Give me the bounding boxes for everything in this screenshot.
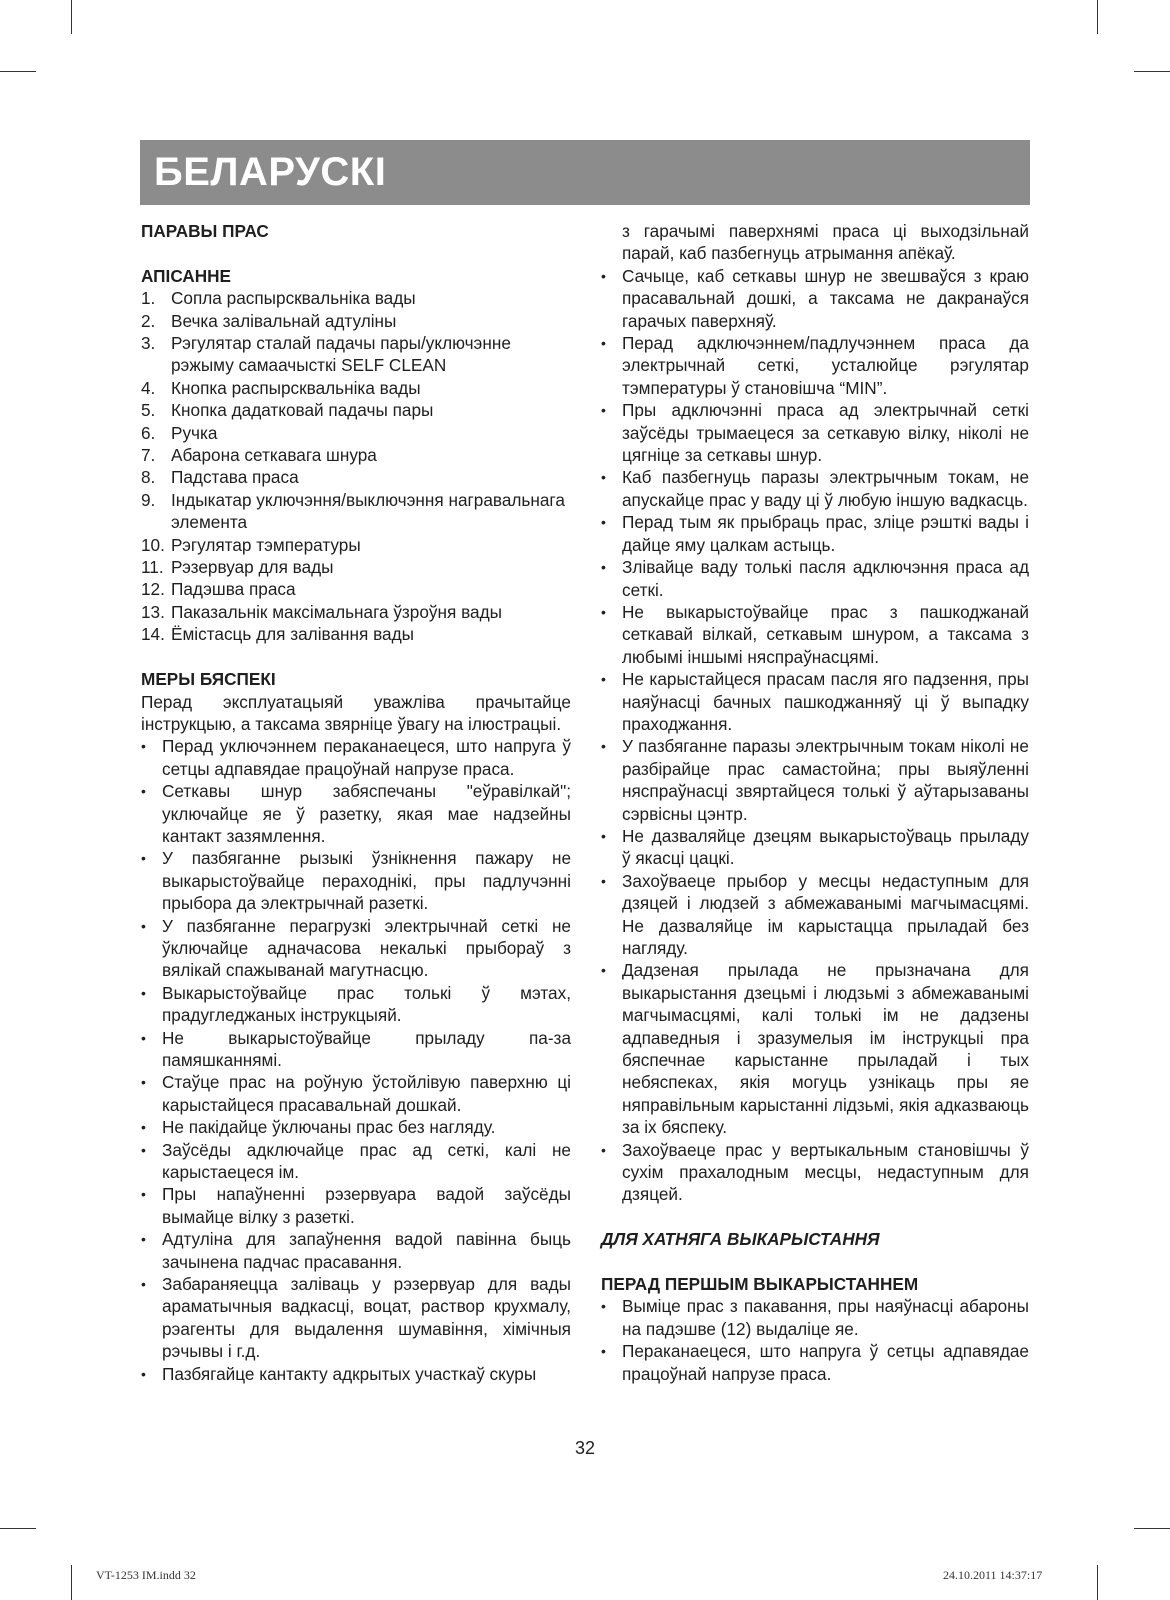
item-number: 4. xyxy=(141,377,156,398)
item-text: Пераканаецеся, што напруга ў сетцы адпавядае працоўнай напрузе праса. xyxy=(622,1341,1029,1384)
item-text: Каб пазбегнуць паразы электрычным токам, не апускайце прас у ваду ці ў любую іншую вадкасць. xyxy=(622,467,1029,510)
item-text: Рэгулятар тэмпературы xyxy=(171,534,361,555)
item-text: Выміце прас з пакавання, пры наяўнасці абароны на падэшве (12) выдаліце яе. xyxy=(622,1296,1029,1339)
item-text: У пазбяганне перагрузкі электрычнай сеткі не ўключайце адначасова некалькі прыбораў з вялікай спажыванай магутнасцю. xyxy=(162,915,571,981)
list-item xyxy=(141,1139,571,1184)
list-item xyxy=(141,377,571,399)
item-text: Злівайце ваду толькі пасля адключэння праса ад сеткі. xyxy=(622,557,1029,600)
list-item xyxy=(601,1295,1029,1340)
item-text: Не выкарыстоўвайце прыладу па-за памяшканнямі. xyxy=(162,1027,571,1070)
item-text: Пры адключэнні праса ад электрычнай сеткі заўсёды трымаецеся за сеткавую вілку, ніколі не цягніце за сеткавы шнур. xyxy=(622,400,1029,466)
list-item xyxy=(141,444,571,466)
item-text: Сачыце, каб сеткавы шнур не звешваўся з краю прасавальнай дошкі, а таксама не дакранаўся гарачых паверхняў. xyxy=(622,265,1029,331)
footer-filename: VT-1253 IM.indd 32 xyxy=(96,1568,196,1582)
list-item xyxy=(141,578,571,600)
item-number: 7. xyxy=(141,445,156,466)
list-item xyxy=(141,422,571,444)
item-text: Падстава праса xyxy=(171,467,299,488)
crop-mark xyxy=(71,1565,72,1600)
item-text: Забараняецца заліваць у рэзервуар для вады араматычныя вадкасці, воцат, раствор крухмалу, рэагенты для выдалення шумавіння, хімічныя рэчывы і г.д. xyxy=(162,1274,571,1362)
list-item xyxy=(141,1116,571,1138)
safety-intro: Перад эксплуатацыяй уважліва прачытайце інструкцыю, а таксама звярніце ўвагу на ілюстрацыі. xyxy=(141,691,571,734)
bullet-icon: • xyxy=(141,783,146,800)
item-text: Індыкатар уключэння/выключэння награвальнага элемента xyxy=(171,489,565,533)
item-text: Пазбягайце кантакту адкрытых участкаў скуры xyxy=(162,1363,537,1384)
bullet-icon: • xyxy=(141,1029,146,1046)
list-item xyxy=(141,556,571,578)
item-text: Дадзеная прылада не прызначана для выкарыстання дзецьмі і людзьмі з абмежаванымі магчымасцямі, калі толькі ім не дадзены адпаведныя і зразумелыя ім інструкцыі пра бяспечнае карыстанне прыладай і тых небяспеках, якія могуць узнікаць пры яе няправільным карыстанні лідзьмі, якія адказваюць за іх бяспеку. xyxy=(622,960,1029,1138)
list-item xyxy=(141,1363,571,1385)
bullet-icon: • xyxy=(601,402,606,419)
item-text: Пры напаўненні рэзервуара вадой заўсёды вымайце вілку з разеткі. xyxy=(162,1184,571,1227)
crop-mark xyxy=(1097,1565,1098,1600)
crop-mark xyxy=(1097,0,1098,34)
bullet-icon: • xyxy=(141,850,146,867)
product-title: ПАРАВЫ ПРАС xyxy=(141,221,269,241)
crop-mark xyxy=(1134,71,1170,72)
item-text: Абарона сеткавага шнура xyxy=(171,445,377,466)
list-item xyxy=(141,1183,571,1228)
list-item xyxy=(141,399,571,421)
list-item xyxy=(141,623,571,645)
list-item xyxy=(141,287,571,309)
item-number: 3. xyxy=(141,333,156,354)
item-number: 6. xyxy=(141,422,156,443)
list-item xyxy=(601,265,1029,332)
bullet-icon: • xyxy=(141,1365,146,1382)
item-text: У пазбяганне паразы электрычным токам ніколі не разбірайце прас самастойна; пры выяўленні няспраўнасці звяртайцеся толькі ў аўтарызаваны сэрвісны цэнтр. xyxy=(622,736,1029,824)
parts-list xyxy=(141,287,571,646)
crop-mark xyxy=(71,0,72,34)
item-text: Не карыстайцеся прасам пасля яго падзення, пры наяўнасці бачных пашкоджанняў ці ў выпадку праходжання. xyxy=(622,669,1029,734)
bullet-icon: • xyxy=(601,1343,606,1360)
bullet-icon: • xyxy=(141,984,146,1001)
list-item xyxy=(141,982,571,1027)
bullet-icon: • xyxy=(601,738,606,755)
item-text: Захоўваеце прас у вертыкальным становішчы ў сухім прахалодным месцы, недаступным для дзяцей. xyxy=(622,1139,1029,1205)
bullet-icon: • xyxy=(601,335,606,352)
page-number: 32 xyxy=(574,1438,596,1458)
language-header-band xyxy=(140,140,1030,205)
item-text: Захоўваеце прыбор у месцы недаступным для дзяцей і людзей з абмежаванымі магчымасцямі. Не дазваляйце ім карыстацца прыладай без нагляду. xyxy=(622,870,1029,958)
bullet-icon: • xyxy=(601,267,606,284)
list-item xyxy=(601,399,1029,466)
item-text: Перад уключэннем пераканаецеся, што напруга ў сетцы адпавядае працоўнай напрузе праса. xyxy=(162,736,571,779)
list-item xyxy=(141,847,571,914)
item-text: Заўсёды адключайце прас ад сеткі, калі не карыстаецеся ім. xyxy=(162,1139,571,1183)
list-item xyxy=(141,735,571,780)
bullet-icon: • xyxy=(141,1141,146,1158)
bullet-icon: • xyxy=(601,469,606,486)
list-item xyxy=(141,534,571,556)
list-item xyxy=(601,601,1029,668)
item-number: 11. xyxy=(141,557,164,578)
left-column xyxy=(141,220,571,1385)
bullet-icon: • xyxy=(601,1298,606,1315)
safety-continuation: з гарачымі паверхнямі праса ці выходзільнай парай, каб пазбегнуць атрымання апёкаў. xyxy=(622,221,1029,264)
list-item xyxy=(141,466,571,488)
bullet-icon: • xyxy=(601,603,606,620)
item-number: 12. xyxy=(141,579,165,600)
list-item xyxy=(141,1273,571,1363)
item-text: Сопла распырсквальніка вады xyxy=(171,288,416,309)
household-use-heading: ДЛЯ ХАТНЯГА ВЫКАРЫСТАННЯ xyxy=(601,1229,880,1250)
first-use-list xyxy=(601,1295,1029,1385)
crop-mark xyxy=(0,1528,36,1529)
list-item xyxy=(141,1228,571,1273)
safety-list-continued xyxy=(601,265,1029,1206)
bullet-icon: • xyxy=(141,738,146,755)
list-item xyxy=(141,489,571,534)
item-text: Ручка xyxy=(171,422,218,443)
list-item xyxy=(141,1027,571,1072)
bullet-icon: • xyxy=(141,1231,146,1248)
crop-mark xyxy=(0,71,36,72)
item-text: Выкарыстоўвайце прас толькі ў мэтах, прадугледжаных інструкцыяй. xyxy=(162,982,571,1026)
item-text: Падэшва праса xyxy=(171,579,296,600)
list-item xyxy=(601,825,1029,870)
list-item xyxy=(601,959,1029,1138)
bullet-icon: • xyxy=(141,1186,146,1203)
safety-list xyxy=(141,735,571,1385)
item-number: 5. xyxy=(141,400,156,421)
list-item xyxy=(601,332,1029,399)
list-item xyxy=(141,332,571,377)
item-text: Перад тым як прыбраць прас, зліце рэшткі вады і дайце яму цалкам астыць. xyxy=(622,512,1029,555)
right-column xyxy=(601,220,1029,1385)
safety-heading: МЕРЫ БЯСПЕКІ xyxy=(141,669,276,690)
item-text: Рэгулятар сталай падачы пары/уключэнне рэжыму самаачысткі SELF CLEAN xyxy=(171,333,511,376)
item-text: У пазбяганне рызыкі ўзнікнення пажару не выкарыстоўвайце пераходнікі, пры падлучэнні прыбора да электрычнай разеткі. xyxy=(162,848,571,914)
bullet-icon: • xyxy=(601,962,606,979)
bullet-icon: • xyxy=(141,1276,146,1293)
item-text: Не пакідайце ўключаны прас без нагляду. xyxy=(162,1117,496,1138)
footer-datetime: 24.10.2011 14:37:17 xyxy=(943,1568,1043,1582)
list-item xyxy=(601,556,1029,601)
item-text: Кнопка дадатковай падачы пары xyxy=(171,400,434,421)
list-item xyxy=(601,1139,1029,1206)
description-heading: АПІСАННЕ xyxy=(141,265,231,286)
item-number: 10. xyxy=(141,534,165,555)
item-number: 2. xyxy=(141,310,156,331)
item-text: Стаўце прас на роўную ўстойлівую паверхню ці карыстайцеся прасавальнай дошкай. xyxy=(162,1072,571,1115)
first-use-heading: ПЕРАД ПЕРШЫМ ВЫКАРЫСТАННЕМ xyxy=(601,1274,919,1295)
list-item xyxy=(141,1071,571,1116)
list-item xyxy=(141,780,571,847)
list-item xyxy=(601,511,1029,556)
list-item xyxy=(141,601,571,623)
bullet-icon: • xyxy=(601,671,606,688)
item-number: 8. xyxy=(141,467,156,488)
item-text: Перад адключэннем/падлучэннем праса да электрычнай сеткі, усталюйце рэгулятар тэмпературы ў становішча “MIN”. xyxy=(622,333,1029,398)
item-text: Не дазваляйце дзецям выкарыстоўваць прыладу ў якасці цацкі. xyxy=(622,825,1029,869)
list-item xyxy=(601,870,1029,960)
bullet-icon: • xyxy=(601,1141,606,1158)
list-item xyxy=(141,310,571,332)
bullet-icon: • xyxy=(601,559,606,576)
list-item xyxy=(601,668,1029,735)
bullet-icon: • xyxy=(601,872,606,889)
bullet-icon: • xyxy=(141,917,146,934)
item-text: Паказальнік максімальнага ўзроўня вады xyxy=(171,601,502,622)
item-text: Вечка залівальнай адтуліны xyxy=(171,310,397,331)
list-item xyxy=(601,735,1029,825)
list-item xyxy=(601,1340,1029,1385)
language-title: БЕЛАРУСКІ xyxy=(154,150,387,194)
bullet-icon: • xyxy=(601,827,606,844)
item-text: Адтуліна для запаўнення вадой павінна быць зачынена падчас прасавання. xyxy=(162,1229,571,1272)
item-text: Ёмістасць для залівання вады xyxy=(171,624,414,645)
item-text: Кнопка распырсквальніка вады xyxy=(171,377,421,398)
bullet-icon: • xyxy=(601,514,606,531)
list-item xyxy=(141,915,571,982)
item-number: 9. xyxy=(141,489,156,510)
crop-mark xyxy=(1134,1528,1170,1529)
item-number: 14. xyxy=(141,624,165,645)
item-text: Рэзервуар для вады xyxy=(171,557,334,578)
bullet-icon: • xyxy=(141,1119,146,1136)
item-text: Не выкарыстоўвайце прас з пашкоджанай сеткавай вілкай, сеткавым шнуром, а таксама з любымі іншымі няспраўнасцямі. xyxy=(622,601,1029,667)
bullet-icon: • xyxy=(141,1074,146,1091)
item-number: 1. xyxy=(141,288,156,309)
list-item xyxy=(601,466,1029,511)
item-text: Сеткавы шнур забяспечаны "еўравілкай"; уключайце яе ў разетку, якая мае надзейны кантакт зазямлення. xyxy=(162,781,571,846)
item-number: 13. xyxy=(141,601,165,622)
